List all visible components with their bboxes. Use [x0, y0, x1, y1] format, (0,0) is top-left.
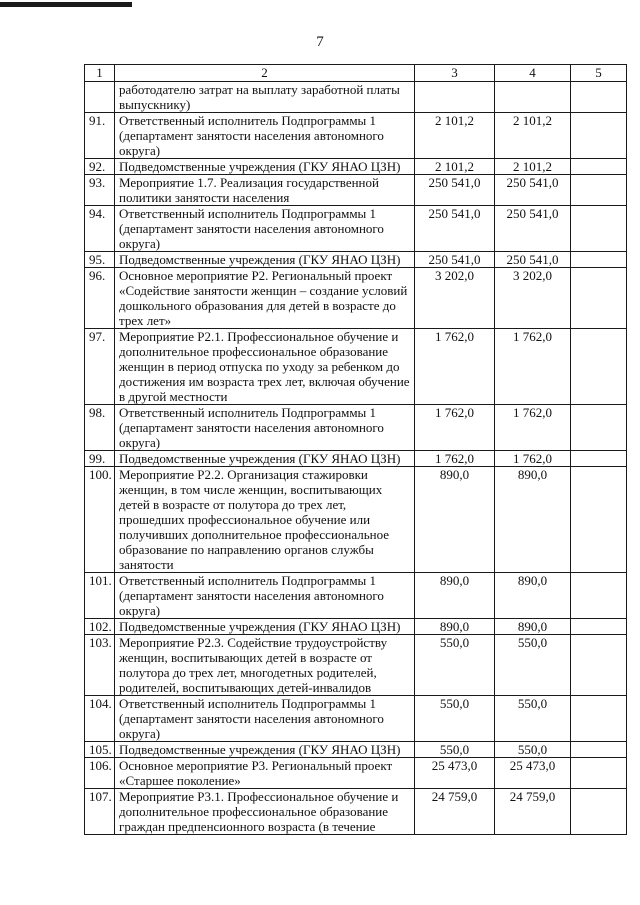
table-row — [85, 159, 627, 175]
row-value-col5-cell — [571, 467, 627, 573]
row-description-cell: Подведомственные учреждения (ГКУ ЯНАО ЦЗН) — [115, 252, 415, 268]
row-value-col3-cell: 250 541,0 — [415, 206, 495, 252]
row-description-cell: Мероприятие Р3.1. Профессиональное обучение и дополнительное профессиональное образование граждан предпенсионного возраста (в течение — [115, 789, 415, 835]
row-number-cell: 106. — [85, 758, 115, 789]
table-row — [85, 113, 627, 159]
row-value-col3-cell: 890,0 — [415, 573, 495, 619]
column-header-1: 1 — [85, 65, 115, 82]
row-value-col3-cell: 550,0 — [415, 742, 495, 758]
row-value-col4-cell — [495, 82, 571, 113]
table-row — [85, 573, 627, 619]
row-description-cell: Ответственный исполнитель Подпрограммы 1 (департамент занятости населения автономного округа) — [115, 696, 415, 742]
row-value-col3-cell: 1 762,0 — [415, 451, 495, 467]
row-value-col5-cell — [571, 268, 627, 329]
table-row — [85, 619, 627, 635]
table-row — [85, 742, 627, 758]
row-value-col4-cell: 2 101,2 — [495, 159, 571, 175]
row-number-cell: 101. — [85, 573, 115, 619]
table-row — [85, 405, 627, 451]
table-row — [85, 175, 627, 206]
row-value-col4-cell: 1 762,0 — [495, 451, 571, 467]
row-description-cell: Основное мероприятие Р3. Региональный проект «Старшее поколение» — [115, 758, 415, 789]
row-value-col4-cell: 890,0 — [495, 619, 571, 635]
table-row — [85, 758, 627, 789]
row-description-cell: работодателю затрат на выплату заработной платы выпускнику) — [115, 82, 415, 113]
row-value-col5-cell — [571, 113, 627, 159]
row-value-col5-cell — [571, 252, 627, 268]
row-value-col3-cell: 1 762,0 — [415, 405, 495, 451]
row-number-cell: 100. — [85, 467, 115, 573]
column-header-3: 3 — [415, 65, 495, 82]
table-row — [85, 635, 627, 696]
row-value-col5-cell — [571, 329, 627, 405]
column-header-2: 2 — [115, 65, 415, 82]
row-description-cell: Ответственный исполнитель Подпрограммы 1 (департамент занятости населения автономного округа) — [115, 405, 415, 451]
row-value-col3-cell: 2 101,2 — [415, 113, 495, 159]
row-description-cell: Мероприятие 1.7. Реализация государственной политики занятости населения — [115, 175, 415, 206]
table-row — [85, 696, 627, 742]
row-value-col4-cell: 1 762,0 — [495, 405, 571, 451]
row-description-cell: Основное мероприятие Р2. Региональный проект «Содействие занятости женщин – создание условий дошкольного образования для детей в возрасте до трех лет» — [115, 268, 415, 329]
row-value-col5-cell — [571, 175, 627, 206]
row-value-col5-cell — [571, 742, 627, 758]
row-description-cell: Подведомственные учреждения (ГКУ ЯНАО ЦЗН) — [115, 619, 415, 635]
table-row — [85, 268, 627, 329]
row-value-col5-cell — [571, 206, 627, 252]
row-number-cell: 102. — [85, 619, 115, 635]
table-row — [85, 252, 627, 268]
row-number-cell: 99. — [85, 451, 115, 467]
row-number-cell: 91. — [85, 113, 115, 159]
row-value-col5-cell — [571, 159, 627, 175]
row-number-cell: 105. — [85, 742, 115, 758]
row-value-col3-cell: 3 202,0 — [415, 268, 495, 329]
budget-table — [84, 64, 627, 835]
row-value-col4-cell: 550,0 — [495, 635, 571, 696]
page-number: 7 — [316, 34, 324, 50]
row-value-col3-cell: 25 473,0 — [415, 758, 495, 789]
row-description-cell: Ответственный исполнитель Подпрограммы 1 (департамент занятости населения автономного округа) — [115, 113, 415, 159]
row-number-cell: 94. — [85, 206, 115, 252]
table-header-row — [85, 65, 627, 82]
row-number-cell: 104. — [85, 696, 115, 742]
row-value-col4-cell: 2 101,2 — [495, 113, 571, 159]
row-description-cell: Мероприятие Р2.1. Профессиональное обучение и дополнительное профессиональное образование женщин в период отпуска по уходу за ребенком до достижения им возраста трех лет, включая обучение в другой местности — [115, 329, 415, 405]
row-value-col4-cell: 250 541,0 — [495, 252, 571, 268]
row-value-col4-cell: 1 762,0 — [495, 329, 571, 405]
row-number-cell: 97. — [85, 329, 115, 405]
row-value-col3-cell: 1 762,0 — [415, 329, 495, 405]
row-value-col4-cell: 890,0 — [495, 467, 571, 573]
row-value-col4-cell: 550,0 — [495, 742, 571, 758]
row-number-cell — [85, 82, 115, 113]
row-value-col5-cell — [571, 619, 627, 635]
row-number-cell: 103. — [85, 635, 115, 696]
row-number-cell: 107. — [85, 789, 115, 835]
row-value-col3-cell: 24 759,0 — [415, 789, 495, 835]
row-value-col3-cell: 550,0 — [415, 696, 495, 742]
row-description-cell: Мероприятие Р2.3. Содействие трудоустройству женщин, воспитывающих детей в возрасте от полутора до трех лет, многодетных родителей, родителей, воспитывающих детей-инвалидов — [115, 635, 415, 696]
table-row — [85, 789, 627, 835]
row-value-col4-cell: 25 473,0 — [495, 758, 571, 789]
row-number-cell: 98. — [85, 405, 115, 451]
row-value-col4-cell: 550,0 — [495, 696, 571, 742]
row-value-col5-cell — [571, 758, 627, 789]
row-value-col5-cell — [571, 789, 627, 835]
column-header-4: 4 — [495, 65, 571, 82]
table-row — [85, 82, 627, 113]
row-value-col4-cell: 24 759,0 — [495, 789, 571, 835]
row-value-col5-cell — [571, 573, 627, 619]
row-value-col5-cell — [571, 82, 627, 113]
row-number-cell: 93. — [85, 175, 115, 206]
column-header-5: 5 — [571, 65, 627, 82]
row-number-cell: 95. — [85, 252, 115, 268]
row-value-col3-cell: 890,0 — [415, 619, 495, 635]
table-row — [85, 451, 627, 467]
row-value-col3-cell: 250 541,0 — [415, 252, 495, 268]
row-value-col3-cell — [415, 82, 495, 113]
row-number-cell: 92. — [85, 159, 115, 175]
row-value-col4-cell: 250 541,0 — [495, 175, 571, 206]
row-value-col3-cell: 890,0 — [415, 467, 495, 573]
row-description-cell: Мероприятие Р2.2. Организация стажировки женщин, в том числе женщин, воспитывающих детей в возрасте от полутора до трех лет, прошедших профессиональное обучение или получивших дополнительное профессиональное образование по направлению органов службы занятости — [115, 467, 415, 573]
row-value-col3-cell: 250 541,0 — [415, 175, 495, 206]
table-row — [85, 329, 627, 405]
row-value-col3-cell: 550,0 — [415, 635, 495, 696]
row-value-col4-cell: 3 202,0 — [495, 268, 571, 329]
row-description-cell: Подведомственные учреждения (ГКУ ЯНАО ЦЗН) — [115, 451, 415, 467]
row-value-col5-cell — [571, 405, 627, 451]
row-description-cell: Подведомственные учреждения (ГКУ ЯНАО ЦЗН) — [115, 159, 415, 175]
row-value-col5-cell — [571, 451, 627, 467]
row-value-col5-cell — [571, 696, 627, 742]
row-value-col4-cell: 250 541,0 — [495, 206, 571, 252]
row-value-col5-cell — [571, 635, 627, 696]
table-row — [85, 206, 627, 252]
row-description-cell: Подведомственные учреждения (ГКУ ЯНАО ЦЗН) — [115, 742, 415, 758]
row-value-col3-cell: 2 101,2 — [415, 159, 495, 175]
top-black-rule — [0, 2, 132, 7]
table-body — [85, 82, 627, 835]
row-value-col4-cell: 890,0 — [495, 573, 571, 619]
row-description-cell: Ответственный исполнитель Подпрограммы 1 (департамент занятости населения автономного округа) — [115, 206, 415, 252]
row-number-cell: 96. — [85, 268, 115, 329]
row-description-cell: Ответственный исполнитель Подпрограммы 1 (департамент занятости населения автономного округа) — [115, 573, 415, 619]
table-row — [85, 467, 627, 573]
